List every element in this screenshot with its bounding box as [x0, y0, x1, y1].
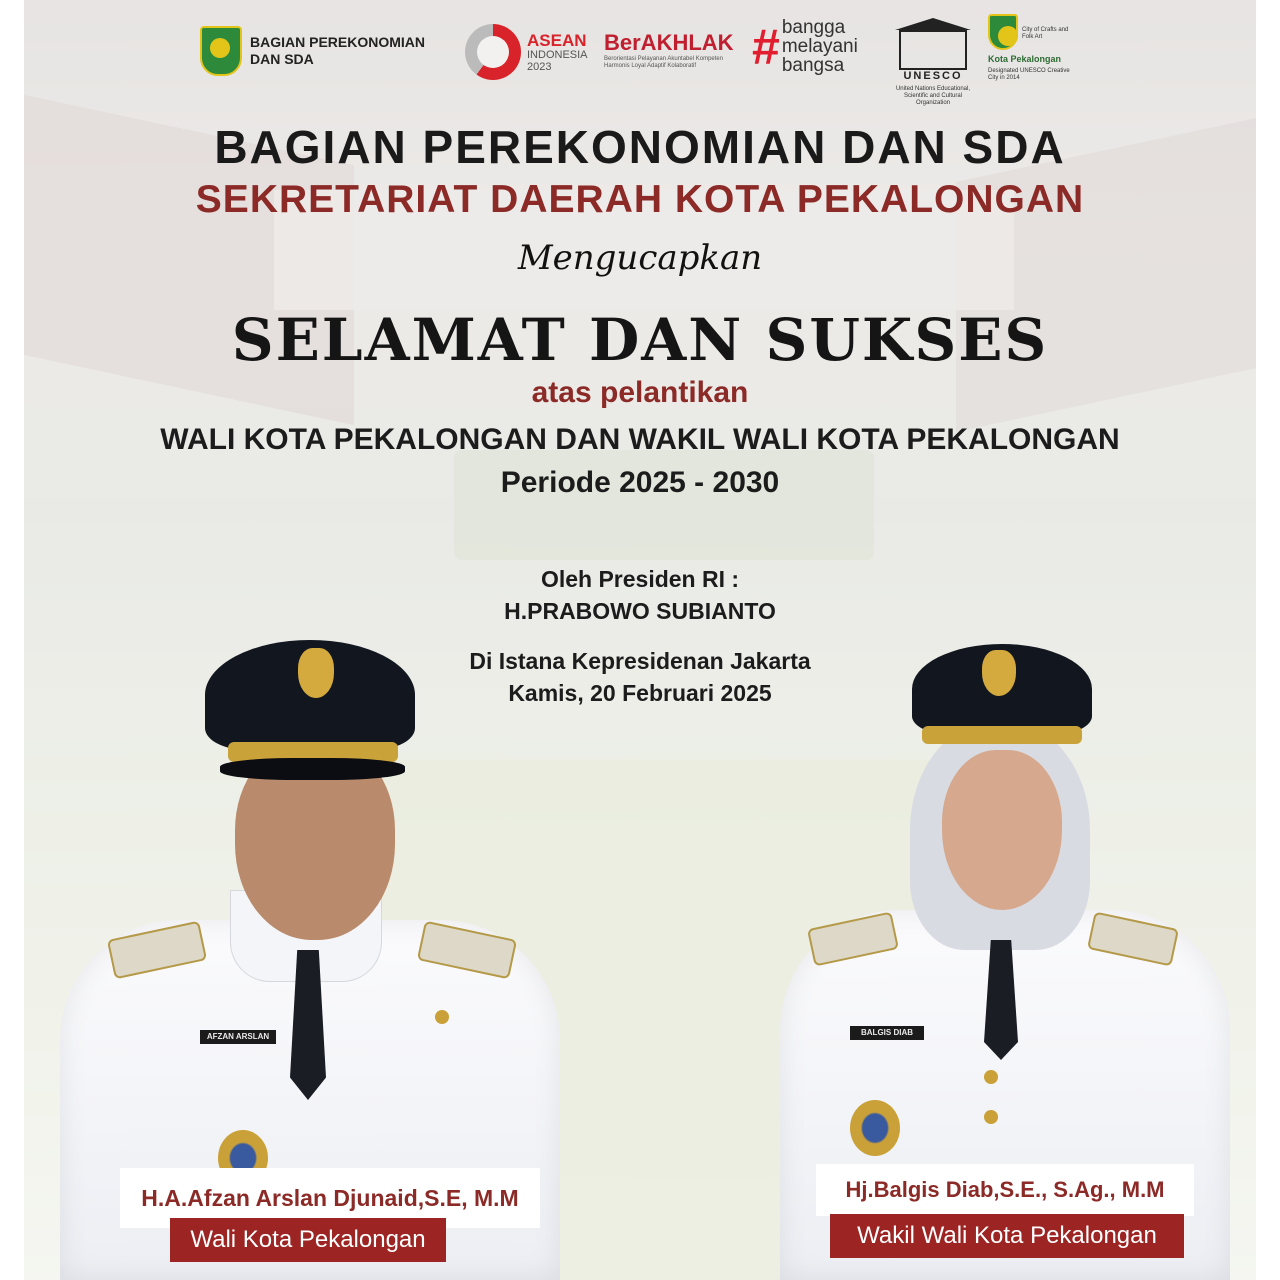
headline-atas-pelantikan: atas pelantikan — [531, 376, 749, 409]
cap-gold-braid — [922, 726, 1082, 744]
craft-sub: Designated UNESCO Creative City in 2014 — [988, 68, 1070, 81]
berakhlak-label: BerAKHLAK — [604, 30, 734, 55]
logo-bagian-perekonomian — [200, 26, 425, 76]
creative-city-emblem-icon — [988, 14, 1018, 50]
uniform-nametag: BALGIS DIAB — [850, 1026, 924, 1040]
headline-periode: Periode 2025 - 2030 — [500, 466, 780, 499]
face — [942, 750, 1062, 910]
headline-sekretariat: SEKRETARIAT DAERAH KOTA PEKALONGAN — [195, 178, 1085, 221]
cap-brim — [220, 758, 405, 780]
uniform-nametag: AFZAN ARSLAN — [200, 1030, 276, 1044]
logo-asean-2023 — [465, 24, 588, 80]
logo-bangga-melayani — [752, 18, 858, 75]
headline-mengucapkan: Mengucapkan — [517, 238, 763, 278]
headline-main: BAGIAN PEREKONOMIAN DAN SDA — [214, 121, 1066, 173]
pekalongan-emblem-icon — [200, 26, 242, 76]
craft-name: Kota Pekalongan — [988, 54, 1062, 64]
berakhlak-sub: Berorientasi Pelayanan Akuntabel Kompeten Harmonis Loyal Adaptif Kolaboratif — [604, 56, 724, 69]
uniform-button-icon — [984, 1070, 998, 1084]
asean-line2: INDONESIA — [527, 48, 588, 61]
bangga-word1: bangga — [781, 17, 846, 38]
detail-presiden: H.PRABOWO SUBIANTO — [504, 598, 776, 624]
unesco-label: UNESCO — [903, 70, 963, 82]
role-card-wali-kota: Wali Kota Pekalongan — [170, 1218, 446, 1262]
hash-icon: # — [752, 18, 780, 75]
logo-bagian-line2: DAN SDA — [250, 51, 314, 67]
bangga-word2: melayani — [781, 36, 858, 57]
logo-unesco — [888, 14, 978, 107]
name-card-wali-kota: H.A.Afzan Arslan Djunaid,S.E, M.M — [120, 1168, 540, 1228]
logo-bagian-line1: BAGIAN PEREKONOMIAN — [250, 34, 426, 50]
unesco-temple-icon — [899, 30, 967, 70]
garuda-emblem-icon — [982, 650, 1016, 696]
asean-line1: ASEAN — [527, 30, 587, 50]
uniform-button-icon — [435, 1010, 449, 1024]
role-card-wakil-wali-kota: Wakil Wali Kota Pekalongan — [830, 1214, 1184, 1258]
detail-lokasi: Di Istana Kepresidenan Jakarta — [469, 648, 811, 674]
uniform-button-icon — [984, 1110, 998, 1124]
medal-icon — [850, 1100, 900, 1156]
unesco-sub: United Nations Educational, Scientific and Cultural Organization — [895, 86, 971, 106]
headline-wali-kota: WALI KOTA PEKALONGAN DAN WAKIL WALI KOTA PEKALONGAN — [160, 423, 1120, 456]
bangga-word3: bangsa — [781, 55, 845, 76]
asean-line3: 2023 — [527, 60, 552, 73]
craft-top: City of Crafts and Folk Art — [1022, 27, 1069, 40]
garuda-emblem-icon — [298, 648, 334, 698]
asean-ring-icon — [465, 24, 521, 80]
name-card-wakil-wali-kota: Hj.Balgis Diab,S.E., S.Ag., M.M — [816, 1164, 1194, 1216]
detail-tanggal: Kamis, 20 Februari 2025 — [508, 680, 772, 706]
logo-berakhlak — [604, 30, 744, 70]
detail-oleh: Oleh Presiden RI : — [540, 566, 740, 592]
logo-creative-city — [988, 14, 1078, 82]
headline-selamat-dan-sukses: SELAMAT DAN SUKSES — [231, 306, 1049, 374]
